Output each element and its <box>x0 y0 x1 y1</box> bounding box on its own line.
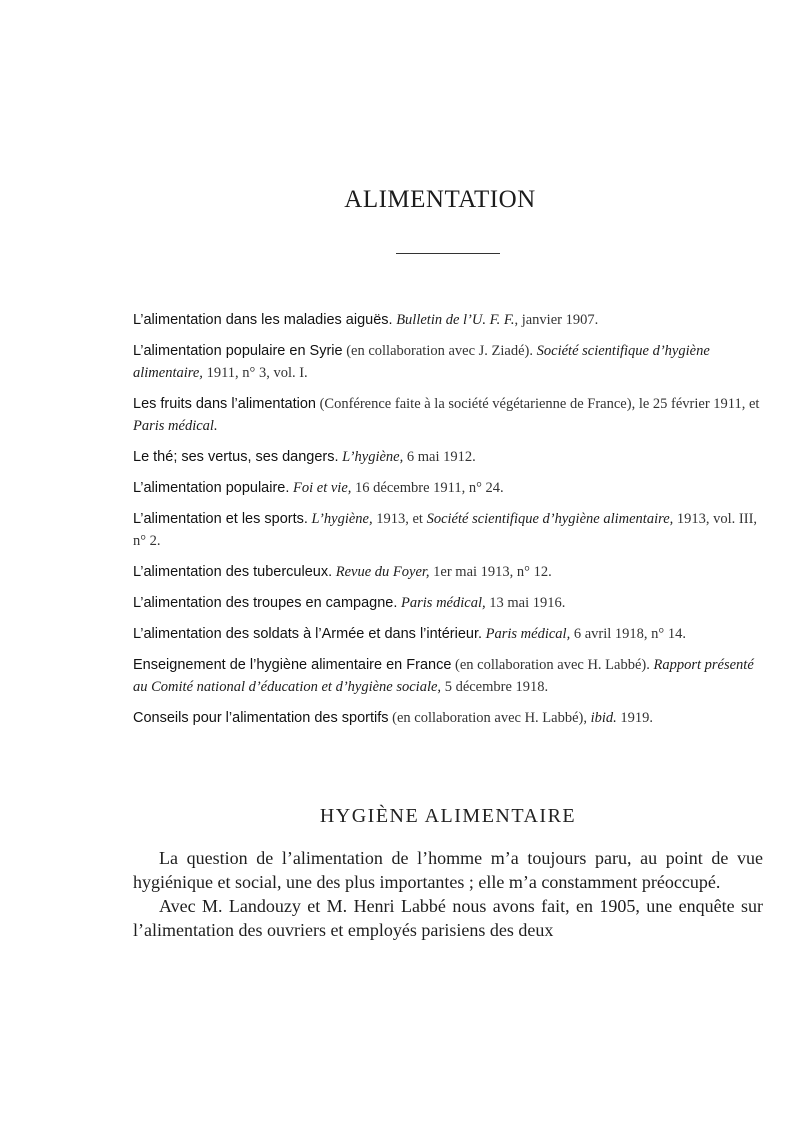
bibliography-entry <box>133 446 763 468</box>
entry-note: (en collaboration avec H. Labbé), <box>388 710 587 726</box>
entry-details: 16 décembre 1911, n° 24. <box>351 480 504 496</box>
paragraph: Avec M. Landouzy et M. Henri Labbé nous avons fait, en 1905, une enquête sur l’alimentation des ouvriers et employés parisiens des deux <box>133 896 763 940</box>
bibliography-entry <box>133 654 763 698</box>
entry-note: (Conférence faite à la société végétarienne de France), le 25 février 1911, et <box>315 396 760 412</box>
entry-title: L’alimentation populaire. <box>133 480 290 496</box>
bibliography-entry <box>133 393 763 437</box>
paragraph: La question de l’alimentation de l’homme m’a toujours paru, au point de vue hygiénique et social, une des plus importantes ; elle m’a constamment préoccupé. <box>133 848 763 892</box>
entry-reference: L’hygiène, <box>338 449 404 465</box>
section-title: HYGIÈNE ALIMENTAIRE <box>319 805 577 827</box>
bibliography-list <box>133 309 763 738</box>
entry-details: 13 mai 1916. <box>485 595 566 611</box>
entry-details: 1911, n° 3, vol. I. <box>202 365 308 381</box>
entry-title: L’alimentation des troupes en campagne. <box>133 595 398 611</box>
entry-details: , janvier 1907. <box>514 312 599 328</box>
entry-reference: Bulletin de l’U. F. F. <box>396 312 515 328</box>
entry-details: 1913, vol. III, n° 2. <box>133 511 758 549</box>
entry-title: L’alimentation et les sports. <box>133 511 308 527</box>
entry-details: 5 décembre 1918. <box>441 679 549 695</box>
bibliography-entry <box>133 592 763 614</box>
entry-reference: Paris médical, <box>482 626 571 642</box>
entry-reference: Revue du Foyer, <box>332 564 430 580</box>
entry-reference: Foi et vie, <box>289 480 352 496</box>
entry-reference: Paris médical, <box>397 595 486 611</box>
bibliography-entry <box>133 707 763 729</box>
bibliography-entry <box>133 508 763 552</box>
entry-title: L’alimentation dans les maladies aiguës. <box>133 312 393 328</box>
bibliography-entry <box>133 340 763 384</box>
entry-reference: Société scientifique d’hygiène alimentaire, <box>133 343 710 381</box>
entry-details: 1er mai 1913, n° 12. <box>429 564 552 580</box>
entry-note: (en collaboration avec H. Labbé). <box>451 657 650 673</box>
bibliography-entry <box>133 309 763 331</box>
entry-note: 1913, et <box>372 511 423 527</box>
entry-title: L’alimentation des tuberculeux. <box>133 564 333 580</box>
bibliography-entry <box>133 477 763 499</box>
entry-details: 6 mai 1912. <box>403 449 476 465</box>
entry-title: Les fruits dans l’alimentation <box>133 396 316 412</box>
bibliography-entry <box>133 561 763 583</box>
title-divider <box>396 253 500 254</box>
body-text <box>133 846 763 942</box>
entry-title: Le thé; ses vertus, ses dangers. <box>133 449 339 465</box>
entry-title: L’alimentation des soldats à l’Armée et dans l’intérieur. <box>133 626 482 642</box>
bibliography-entry <box>133 623 763 645</box>
page-title: ALIMENTATION <box>344 186 536 213</box>
entry-reference: L’hygiène, <box>307 511 373 527</box>
entry-title: Conseils pour l’alimentation des sportifs <box>133 710 389 726</box>
entry-reference-secondary: Société scientifique d’hygiène alimentaire, <box>422 511 674 527</box>
entry-reference: Rapport présenté au Comité national d’éducation et d’hygiène sociale, <box>133 657 754 695</box>
entry-details: 1919. <box>616 710 654 726</box>
entry-reference: ibid. <box>586 710 617 726</box>
entry-note: (en collaboration avec J. Ziadé). <box>342 343 534 359</box>
entry-reference: Paris médical. <box>133 418 218 434</box>
entry-title: Enseignement de l’hygiène alimentaire en France <box>133 657 452 673</box>
entry-title: L’alimentation populaire en Syrie <box>133 343 343 359</box>
entry-details: 6 avril 1918, n° 14. <box>570 626 686 642</box>
